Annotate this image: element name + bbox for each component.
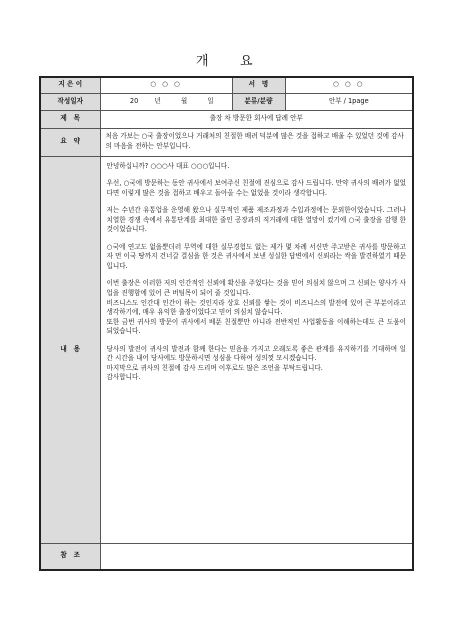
subject-label: 제 목 [40, 110, 100, 128]
summary-value[interactable]: 처음 가보는 ○국 출장이었으나 거래처의 친절한 배려 덕분에 많은 것을 접하고 배울 수 있었던 것에 감사의 마음을 전하는 안부입니다. [100, 128, 413, 156]
signature-label: 서 명 [232, 77, 285, 93]
date-year-unit: 년 [154, 96, 161, 105]
content-paragraph-greeting: 안녕하십니까? ○○○사 대표 ○○○입니다. [106, 161, 230, 170]
row-date [40, 93, 413, 110]
date-day-unit: 일 [207, 96, 214, 105]
document-title-char-2: 요 [240, 54, 253, 69]
summary-form-table [39, 76, 414, 571]
reference-value[interactable] [100, 543, 413, 570]
row-subject [40, 110, 413, 128]
content-paragraph: ○국에 연고도 없을뿐더러 무역에 대한 실무경험도 없는 제가 몇 차례 서신만 주고받은 귀사를 방문하고자 먼 이국 땅까지 건너갈 결심을 한 것은 귀사에서 보낸 성실한 답변에서 신뢰라는 싹을 발견하였기 때문입니다. [106, 242, 406, 270]
document-title-char-1: 개 [196, 54, 209, 69]
content-paragraph: 또한 금번 귀사의 방문이 귀사에서 베푼 친절뿐만 아니라 전반적인 사업활동을 이해하는데도 큰 도움이 되었습니다. [106, 317, 406, 336]
date-month-unit: 월 [180, 96, 188, 105]
content-body[interactable] [100, 156, 413, 543]
row-content [40, 156, 413, 543]
category-label: 분류/분량 [232, 93, 285, 110]
date-year: 20 [129, 96, 139, 105]
signature-value[interactable]: ○ ○ ○ [285, 77, 413, 93]
subject-value[interactable]: 출장 차 방문한 회사에 답례 안부 [100, 110, 413, 128]
row-summary [40, 128, 413, 156]
content-paragraph: 이번 출장은 이러한 저의 인간적인 신뢰에 확신을 주었다는 것을 믿어 의심치 않으며 그 신뢰는 양사가 사업을 진행함에 있어 큰 버팀목이 되어 줄 것입니다. [106, 279, 406, 297]
content-paragraph-closing: 감사합니다. [106, 373, 141, 382]
author-value[interactable]: ○ ○ ○ [100, 77, 232, 93]
date-value[interactable] [100, 93, 232, 110]
content-paragraph: 마지막으로 귀사의 친절에 감사 드리며 이후로도 많은 조언을 부탁드립니다. [106, 363, 323, 372]
category-value[interactable]: 안부 / 1page [285, 93, 413, 110]
content-label: 내 용 [40, 156, 100, 543]
summary-label: 요 약 [40, 128, 100, 156]
author-label: 지 은 이 [40, 77, 100, 93]
content-paragraph: 저는 수년간 유통업을 운영해 왔으나 실무적인 제품 제조과정과 수입과정에는 문외한이었습니다. 그러나 치열한 경쟁 속에서 유통단계를 최대한 줄인 공장과의 직거래에 대한 열망이 컸기에 ○국 출장을 감행 한 것이었습니다. [106, 206, 406, 234]
reference-label: 참 조 [40, 543, 100, 570]
content-paragraph: 우선, ○국에 방문하는 동안 귀사에서 보여주신 친절에 진심으로 감사 드립니다. 만약 귀사의 배려가 없었다면 이렇게 많은 것을 접하고 배우고 돌아올 수는 없었을 것이라 생각합니다. [106, 179, 406, 197]
content-paragraph: 비즈니스도 인간대 인간이 하는 것인지라 상호 신뢰를 쌓는 것이 비즈니스의 발전에 있어 큰 부분이라고 생각하기에, 매우 유익한 출장이었다고 믿어 의심치 않습니다. [106, 298, 406, 317]
row-author [40, 77, 413, 93]
row-reference [40, 543, 413, 570]
content-paragraph: 당사의 발전이 귀사의 발전과 함께 한다는 믿음을 가지고 오래도록 좋은 관계를 유지하기를 기대하며 일간 시간을 내어 당사에도 방문하시면 성심을 다하여 성의껏 모시겠습니다. [106, 344, 406, 363]
date-label: 작성일자 [40, 93, 100, 110]
